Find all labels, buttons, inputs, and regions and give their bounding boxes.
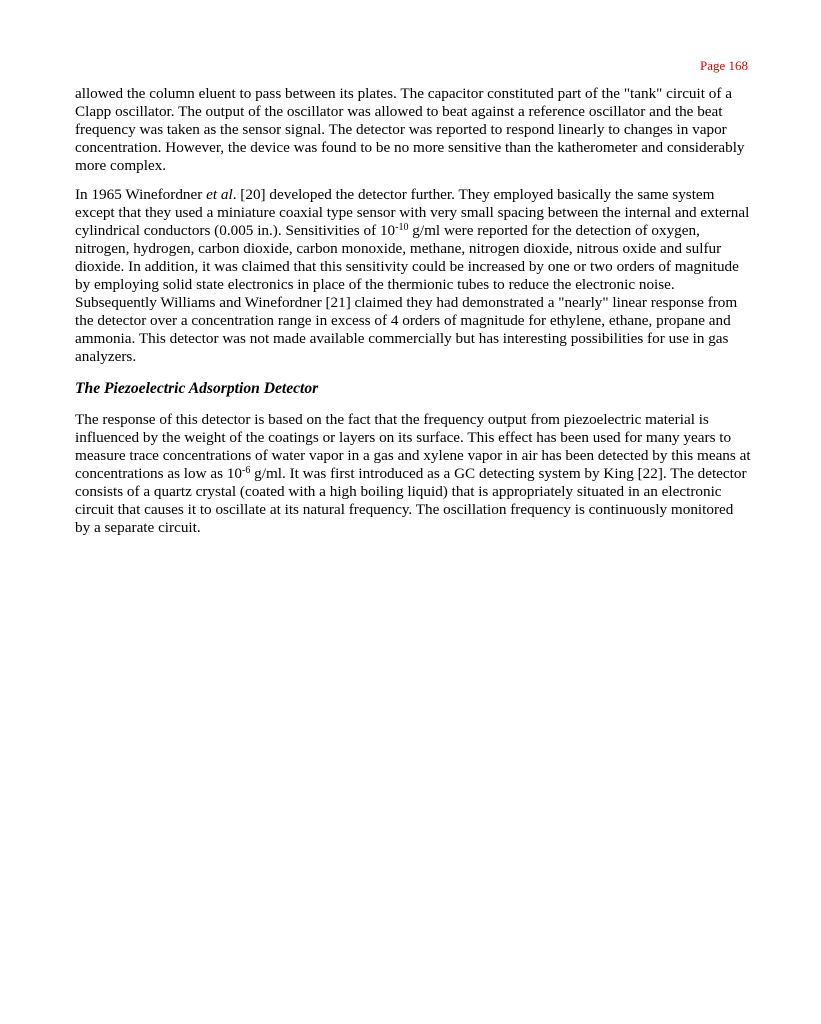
paragraph-text: . [20] developed the detector further. They employed basically the same system except that they used a miniature coaxial type sensor with very small spacing between the internal and external cylindrical conductors (0.005 in.). Sensitivities of 10 <box>75 186 750 239</box>
paragraph-text: g/ml. It was first introduced as a GC detecting system by King [22]. The detector consists of a quartz crystal (coated with a high boiling liquid) that is appropriately situated in an electronic circuit that causes it to oscillate at its natural frequency. The oscillation frequency is continuously monitored by a separate circuit. <box>75 465 747 536</box>
paragraph-capacitor-detector: allowed the column eluent to pass between its plates. The capacitor constituted part of the "tank" circuit of a Clapp oscillator. The output of the oscillator was allowed to beat against a reference oscillator and the beat frequency was taken as the sensor signal. The detector was reported to respond linearly to changes in vapor concentration. However, the device was found to be no more sensitive than the katherometer and considerably more complex. <box>75 85 745 174</box>
exponent: -6 <box>242 465 251 476</box>
paragraph-text: The response of this detector is based on the fact that the frequency output from piezoelectric material is influenced by the weight of the coatings or layers on its surface. This effect has been used for many years to measure trace concentrations of water vapor in a gas and xylene vapor in air has been detected by this means at concentrations as low as 10 <box>75 411 751 482</box>
document-body <box>75 85 751 548</box>
paragraph-text: g/ml were reported for the detection of oxygen, nitrogen, hydrogen, carbon dioxide, carbon monoxide, methane, nitrogen dioxide, nitrous oxide and sulfur dioxide. In addition, it was claimed that this sensitivity could be increased by one or two orders of magnitude by employing solid state electronics in place of the thermionic tubes to reduce the electronic noise. Subsequently Williams and Winefordner [21] claimed they had demonstrated a "nearly" linear response from the detector over a concentration range in excess of 4 orders of magnitude for ethylene, ethane, propane and ammonia. This detector was not made available commercially but has interesting possibilities for use in gas analyzers. <box>75 222 739 365</box>
paragraph-text: In 1965 Winefordner <box>75 186 207 203</box>
paragraph-piezoelectric <box>75 411 751 537</box>
page-number: Page 168 <box>699 58 748 73</box>
et-al-text: et al <box>206 186 233 203</box>
section-heading: The Piezoelectric Adsorption Detector <box>75 380 319 397</box>
exponent: -10 <box>395 222 409 233</box>
paragraph-winefordner <box>75 186 751 366</box>
